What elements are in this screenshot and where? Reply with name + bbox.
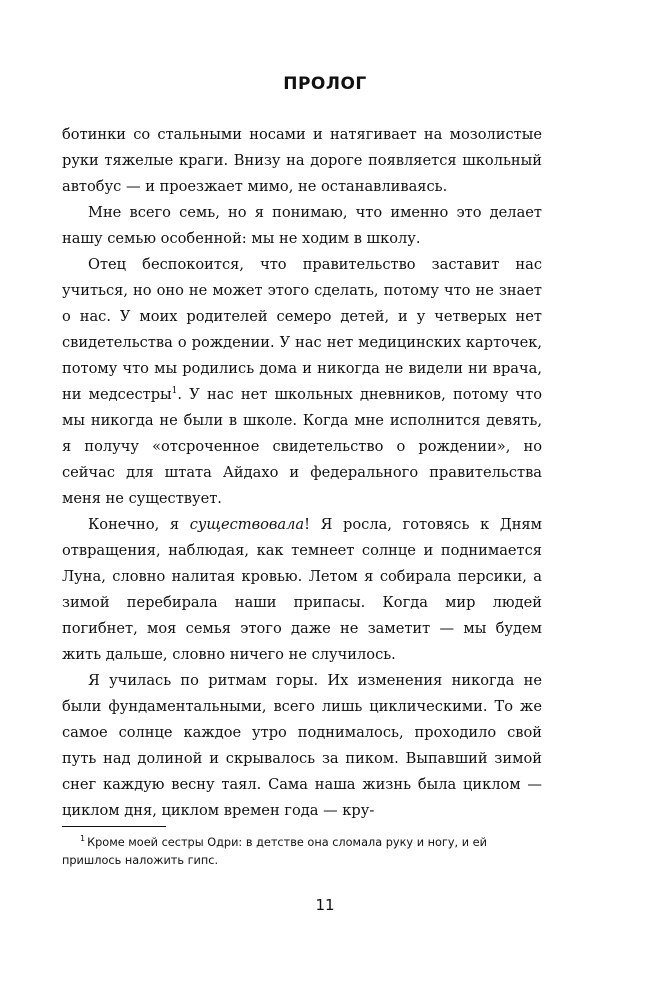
paragraph-4-part-1: Конечно, я [88,516,190,533]
footnote-text: Кроме моей сестры Одри: в детстве она сломала руку и ногу, и ей пришлось наложить гипс. [62,836,487,867]
footnote-divider [62,826,166,827]
page-number: 11 [315,896,335,914]
footnote-number: 1 [80,834,86,844]
paragraph-4 [62,512,542,668]
paragraph-3 [62,252,542,512]
paragraph-4-part-2: ! Я росла, готовясь к Дням отвращения, наблюдая, как темнеет солнце и поднимается Луна, словно налитая кровью. Летом я собирала персики, а зимой перебирала наши припасы. Когда мир людей погибнет, моя семья этого даже не заметит — мы будем жить дальше, словно ничего не случилось. [62,516,542,663]
paragraph-3-part-1: Отец беспокоится, что правительство заставит нас учиться, но оно не может этого сделать, потому что не знает о нас. У моих родителей семеро детей, и у четверых нет свидетельства о рождении. У нас нет медицинских карточек, потому что мы родились дома и никогда не видели ни врача, ни медсестры [62,256,542,403]
footnote [62,834,542,870]
chapter-header: ПРОЛОГ [283,74,367,94]
paragraph-2: Мне всего семь, но я понимаю, что именно это делает нашу семью особенной: мы не ходим в школу. [62,204,542,247]
footnote-reference: 1 [171,386,178,397]
paragraph-1: ботинки со стальными носами и натягивает на мозолистые руки тяжелые краги. Внизу на дороге появляется школьный автобус — и проезжает мимо, не останавливаясь. [62,126,542,195]
body-text [62,122,542,824]
paragraph-3-part-2: . У нас нет школьных дневников, потому что мы никогда не были в школе. Когда мне исполнится девять, я получу «отсроченное свидетельство о рождении», но сейчас для штата Айдахо и федерального правительства меня не существует. [62,386,542,507]
paragraph-5: Я училась по ритмам горы. Их изменения никогда не были фундаментальными, всего лишь циклическими. То же самое солнце каждое утро поднималось, проходило свой путь над долиной и скрывалось за пиком. Выпавший зимой снег каждую весну таял. Сама наша жизнь была циклом — циклом дня, циклом времен года — кру- [62,672,542,819]
paragraph-4-emphasis: существовала [189,516,305,533]
